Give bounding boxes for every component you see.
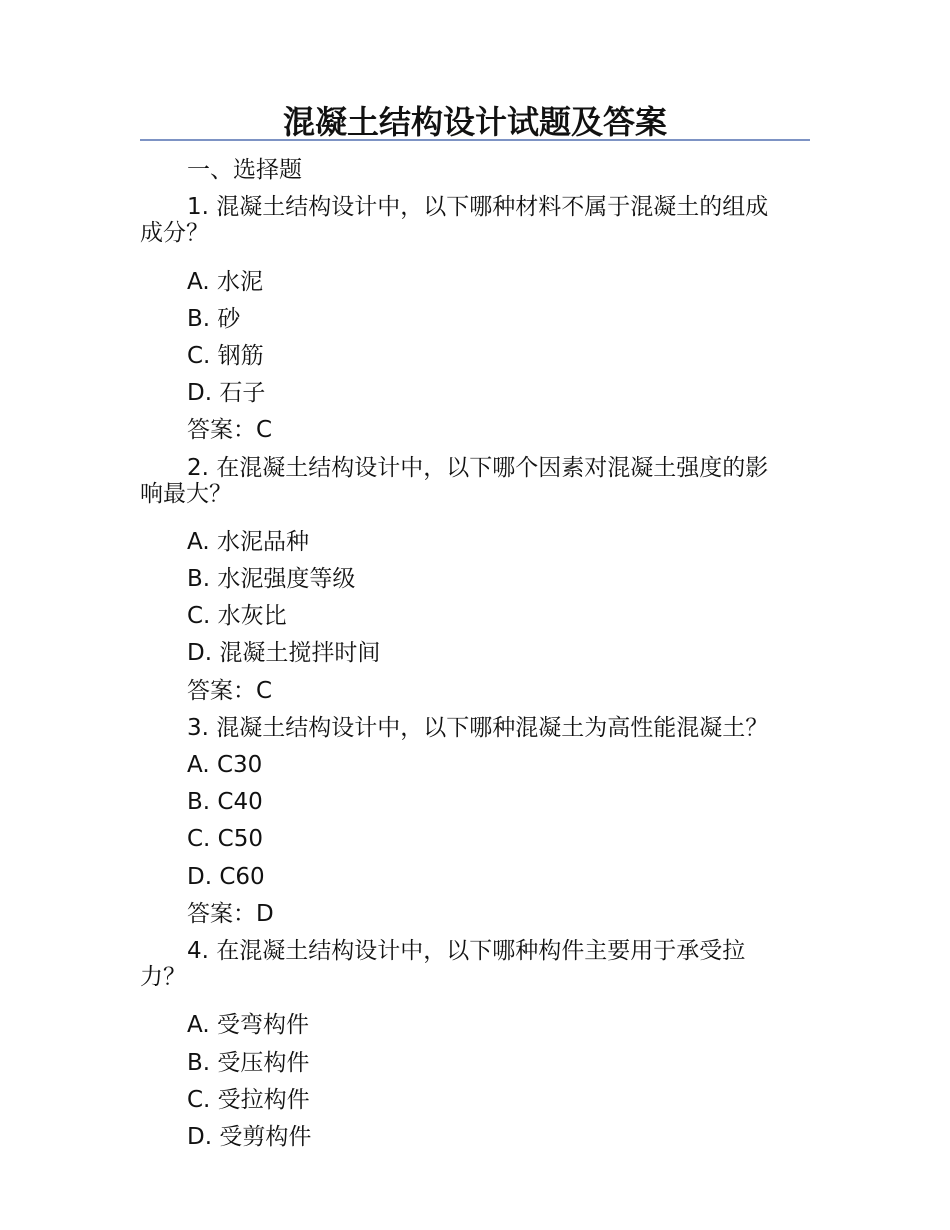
question-2-stem-line1: 2. 在混凝土结构设计中，以下哪个因素对混凝土强度的影 [187,454,769,481]
question-3-option-a: A. C30 [187,752,263,779]
question-1-option-a: A. 水泥 [187,268,263,295]
question-3 [140,710,810,933]
question-4-stem-line1: 4. 在混凝土结构设计中，以下哪种构件主要用于承受拉 [187,937,746,964]
question-1-option-b: B. 砂 [187,305,241,332]
question-3-option-b: B. C40 [187,789,263,816]
title-underline [140,139,810,141]
question-2-answer: 答案：C [187,677,273,704]
question-1-stem-line1: 1. 混凝土结构设计中，以下哪种材料不属于混凝土的组成 [187,194,769,221]
question-4-stem-line2: 力？ [140,963,186,990]
question-2-option-d: D. 混凝土搅拌时间 [187,640,381,667]
question-1-answer: 答案：C [187,417,273,444]
question-3-option-d: D. C60 [187,863,265,890]
question-1-stem-line2: 成分？ [140,220,209,247]
question-2-option-b: B. 水泥强度等级 [187,566,356,593]
document-body [140,152,810,1156]
question-4-option-b: B. 受压构件 [187,1049,310,1076]
document-title: 混凝土结构设计试题及答案 [282,103,667,141]
question-4-option-c: C. 受拉构件 [187,1086,310,1113]
question-2-option-a: A. 水泥品种 [187,528,309,555]
question-3-option-c: C. C50 [187,826,264,853]
question-4-option-d: D. 受剪构件 [187,1123,312,1150]
section-heading: 一、选择题 [187,157,302,183]
question-1 [140,189,810,449]
question-2 [140,450,810,710]
question-3-stem: 3. 混凝土结构设计中，以下哪种混凝土为高性能混凝土？ [187,714,769,741]
question-1-option-d: D. 石子 [187,380,266,407]
question-4 [140,933,810,1156]
question-3-answer: 答案：D [187,900,274,927]
question-2-option-c: C. 水灰比 [187,603,287,630]
question-2-stem-line2: 响最大？ [140,480,232,507]
question-1-option-c: C. 钢筋 [187,342,264,369]
question-4-option-a: A. 受弯构件 [187,1012,309,1039]
